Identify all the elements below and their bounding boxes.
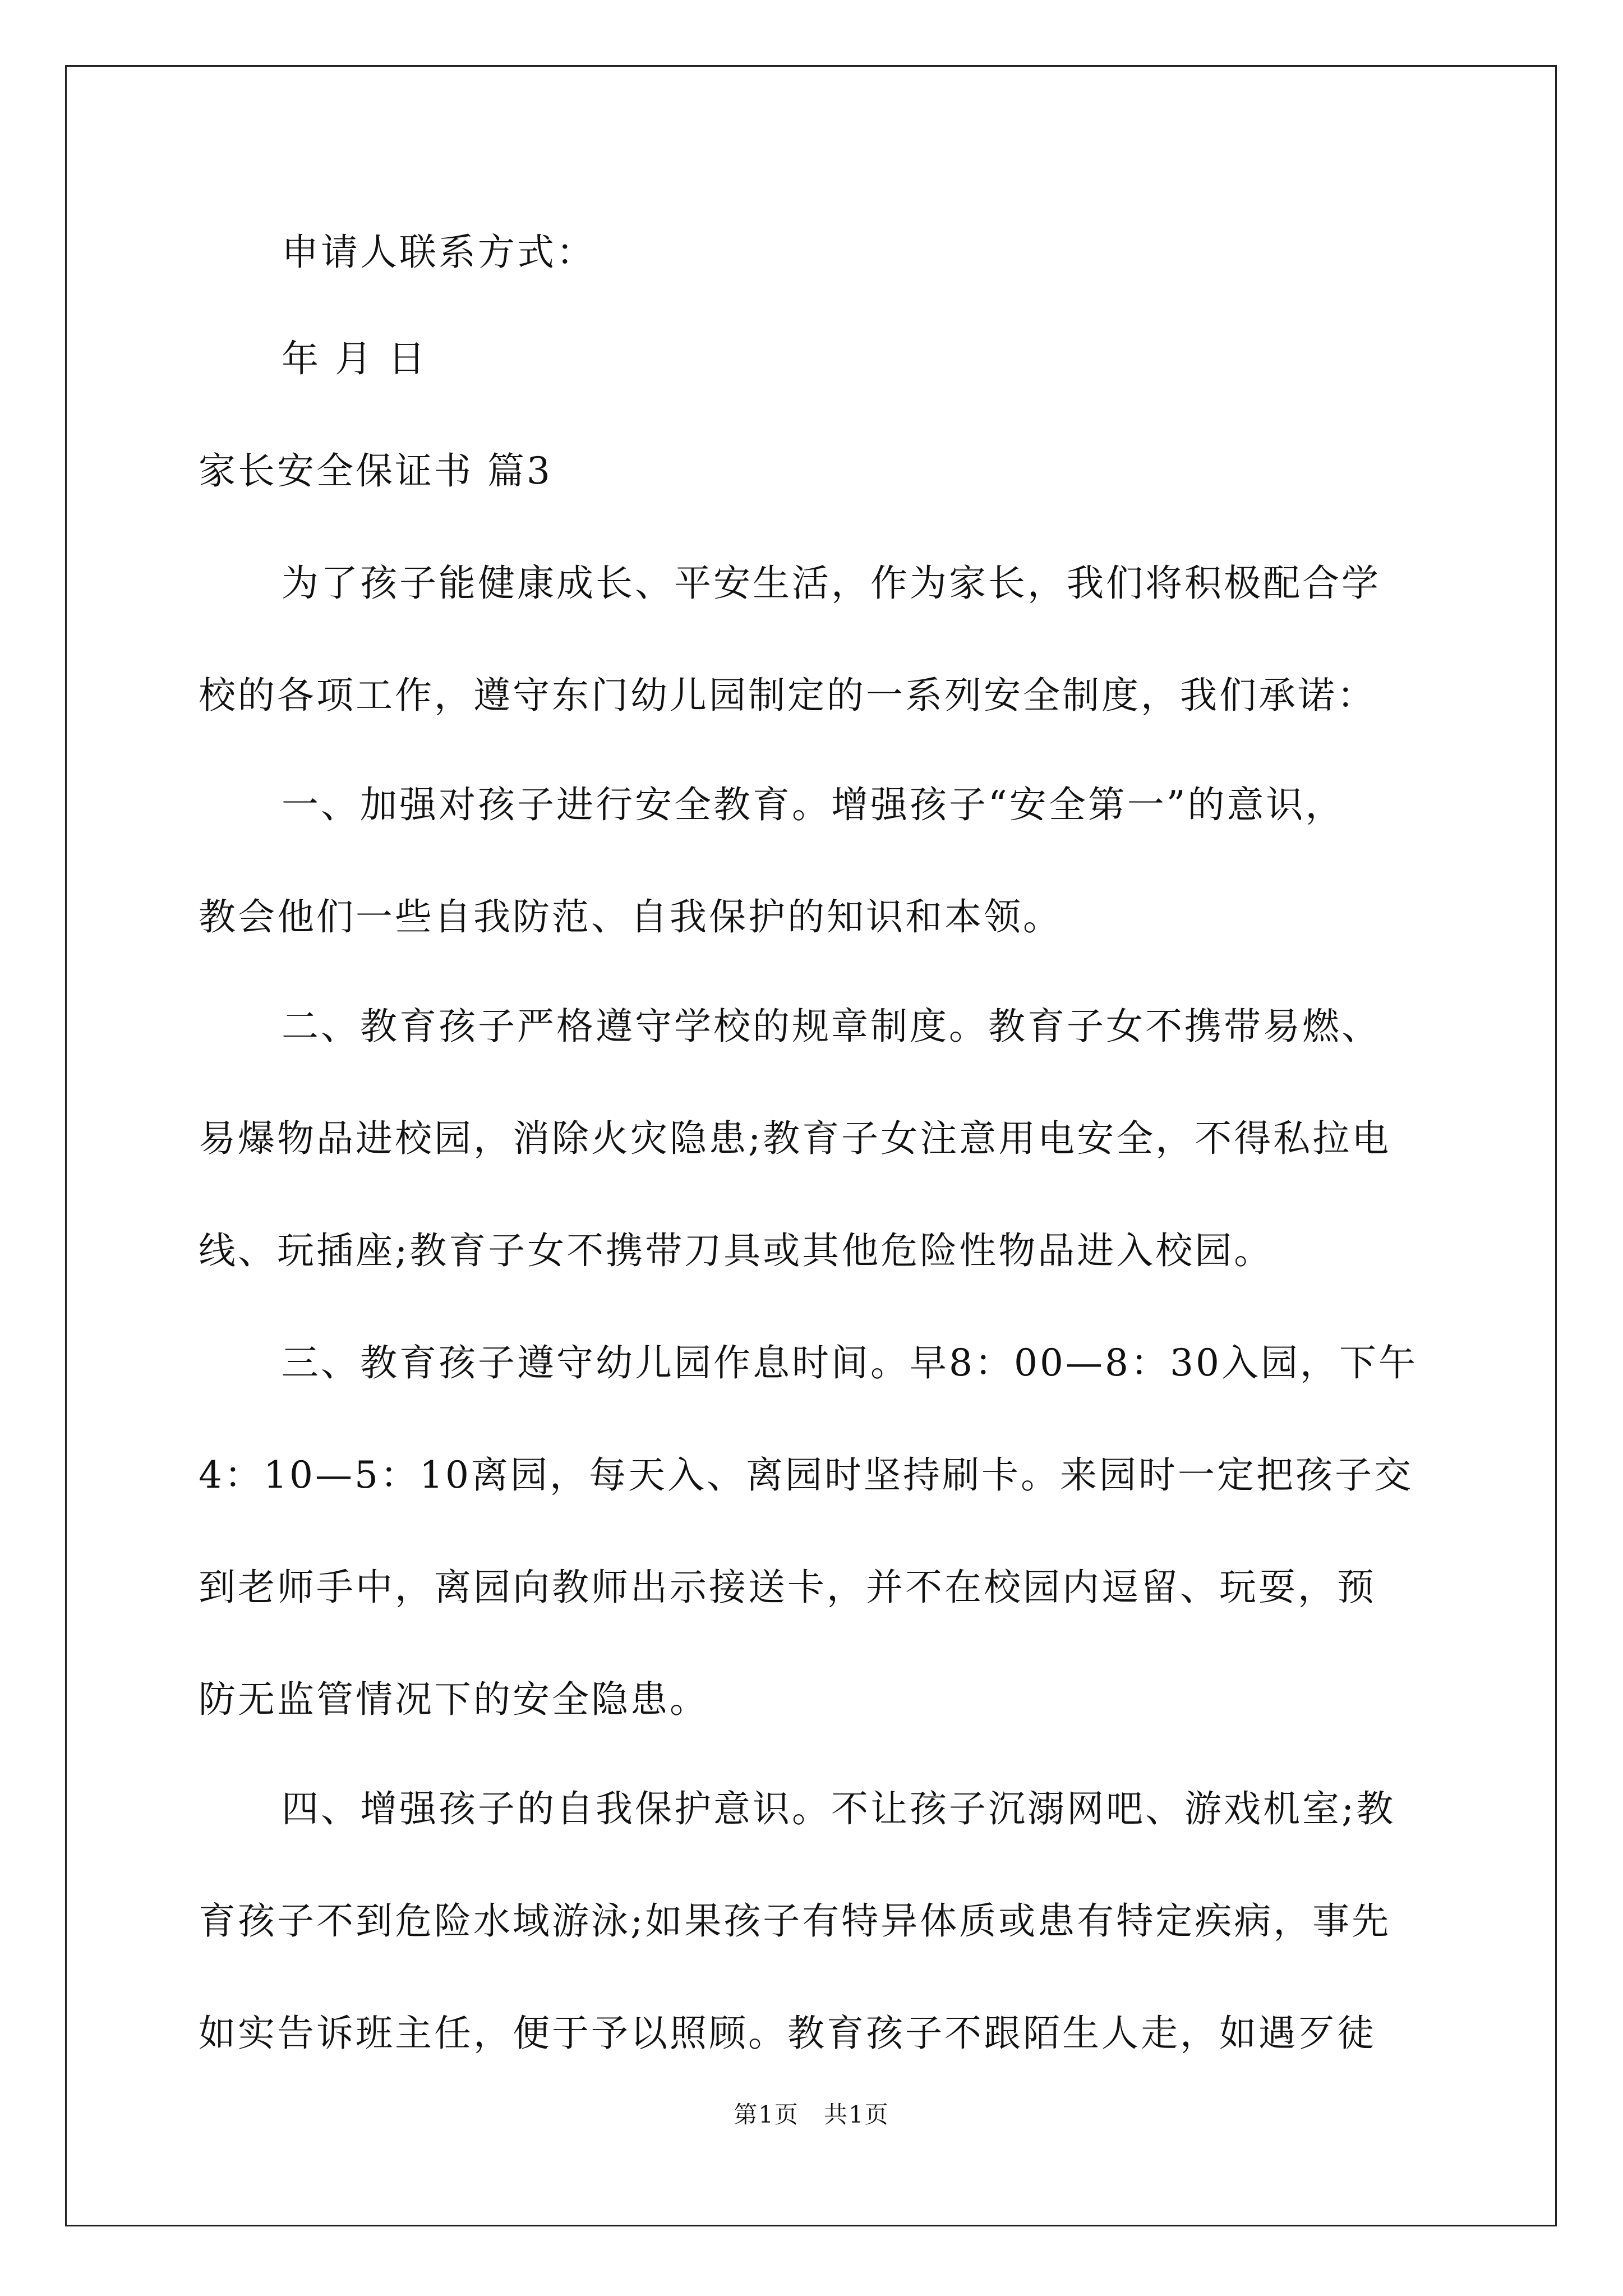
paragraph-3-line-2: 4：10—5：10离园，每天入、离园时坚持刷卡。来园时一定把孩子交 bbox=[199, 1453, 1413, 1497]
paragraph-4-line-3: 如实告诉班主任，便于予以照顾。教育孩子不跟陌生人走，如遇歹徒 bbox=[199, 2012, 1376, 2055]
paragraph-2-line-3: 线、玩插座;教育子女不携带刀具或其他危险性物品进入校园。 bbox=[199, 1229, 1274, 1272]
paragraph-3-line-1: 三、教育孩子遵守幼儿园作息时间。早8：00—8：30入园，下午 bbox=[282, 1341, 1418, 1384]
date-line: 年 月 日 bbox=[282, 337, 427, 380]
paragraph-3-line-4: 防无监管情况下的安全隐患。 bbox=[199, 1678, 709, 1721]
section-heading: 家长安全保证书 篇3 bbox=[199, 449, 552, 493]
paragraph-4-line-1: 四、增强孩子的自我保护意识。不让孩子沉溺网吧、游戏机室;教 bbox=[282, 1787, 1396, 1830]
paragraph-1-line-2: 教会他们一些自我防范、自我保护的知识和本领。 bbox=[199, 895, 1062, 938]
paragraph-3-line-3: 到老师手中，离园向教师出示接送卡，并不在校园内逗留、玩耍，预 bbox=[199, 1566, 1376, 1609]
contact-line: 申请人联系方式： bbox=[282, 231, 596, 274]
paragraph-intro-line-1: 为了孩子能健康成长、平安生活，作为家长，我们将积极配合学 bbox=[282, 562, 1381, 605]
page-number-footer: 第1页 共1页 bbox=[734, 2101, 889, 2128]
paragraph-4-line-2: 育孩子不到危险水域游泳;如果孩子有特异体质或患有特定疾病，事先 bbox=[199, 1899, 1391, 1943]
paragraph-2-line-1: 二、教育孩子严格遵守学校的规章制度。教育子女不携带易燃、 bbox=[282, 1005, 1381, 1048]
paragraph-2-line-2: 易爆物品进校园，消除火灾隐患;教育子女注意用电安全，不得私拉电 bbox=[199, 1117, 1391, 1160]
paragraph-1-line-1: 一、加强对孩子进行安全教育。增强孩子“安全第一”的意识， bbox=[282, 783, 1345, 826]
paragraph-intro-line-2: 校的各项工作，遵守东门幼儿园制定的一系列安全制度，我们承诺： bbox=[199, 674, 1376, 717]
